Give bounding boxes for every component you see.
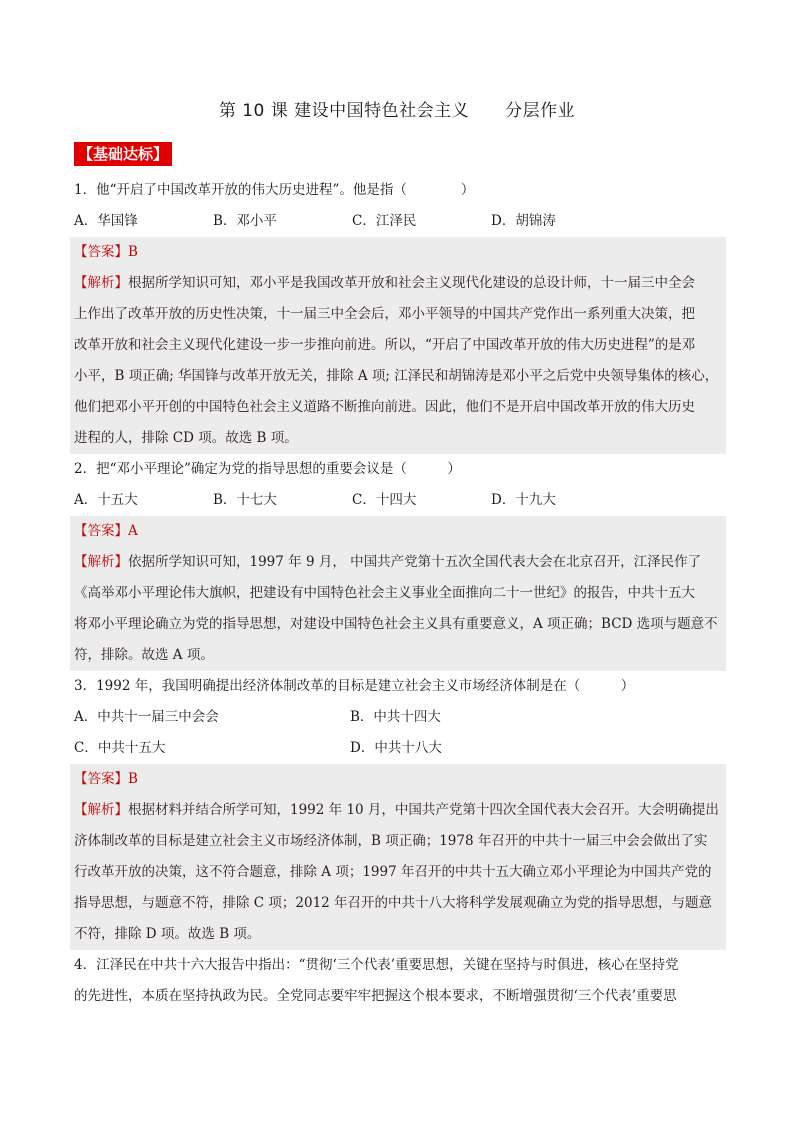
q2-option-c: C．十四大 xyxy=(352,492,417,508)
answer-tag: 【答案】 xyxy=(74,244,128,260)
q2-explain-3: 将邓小平理论确立为党的指导思想，对建设中国特色社会主义具有重要意义，A 项正确；BCD 选项与题意不 xyxy=(74,616,718,632)
explain-tag: 【解析】 xyxy=(74,554,128,570)
q2-options xyxy=(74,485,722,516)
q4-stem-1: 4．江泽民在中共十六大报告中指出：“贯彻‘三个代表’重要思想，关键在坚持与时俱进，核心在坚持党 xyxy=(74,957,679,973)
q3-answer xyxy=(74,764,722,795)
q2-option-a: A．十五大 xyxy=(74,492,138,508)
q3-explain-2: 济体制改革的目标是建立社会主义市场经济体制，B 项正确；1978 年召开的中共十一届三中会会做出了实 xyxy=(74,833,708,849)
q1-explain-4: 小平，B 项正确; 华国锋与改革开放无关，排除 A 项; 江泽民和胡锦涛是邓小平之后党中央领导集体的核心， xyxy=(74,368,719,384)
q2-option-b: B．十七大 xyxy=(213,492,277,508)
q3-option-d: D．中共十八大 xyxy=(350,740,442,756)
q2-explain-2: 《高举邓小平理论伟大旗帜，把建设有中国特色社会主义事业全面推向二十一世纪》的报告，中共十五大 xyxy=(74,585,695,601)
q1-options xyxy=(74,206,722,237)
q3-option-b: B．中共十四大 xyxy=(350,709,441,725)
answer-value: B xyxy=(128,771,138,787)
q1-option-b: B．邓小平 xyxy=(213,213,277,229)
q2-explain-1: 【解析】依据所学知识可知，1997 年 9 月， 中国共产党第十五次全国代表大会在北京召开，江泽民作了 xyxy=(74,554,702,570)
q1-explain-2: 上作出了改革开放的历史性决策，十一届三中全会后，邓小平领导的中国共产党作出一系列重大决策，把 xyxy=(74,306,695,322)
q3-option-c: C．中共十五大 xyxy=(74,740,166,756)
q3-explain-4: 指导思想，与题意不符，排除 C 项；2012 年召开的中共十八大将科学发展观确立为党的指导思想，与题意 xyxy=(74,895,713,911)
q2-answer-box xyxy=(70,516,726,671)
q3-stem: 3．1992 年，我国明确提出经济体制改革的目标是建立社会主义市场经济体制是在（ ） xyxy=(74,678,635,694)
q1-explain-3: 改革开放和社会主义现代化建设一步一步推向前进。所以，“开启了中国改革开放的伟大历史进程”的是邓 xyxy=(74,337,696,353)
q1-option-a: A．华国锋 xyxy=(74,213,138,229)
q1-stem: 1．他“开启了中国改革开放的伟大历史进程”。他是指（ ） xyxy=(74,182,475,198)
questions xyxy=(74,175,722,1012)
explain-tag: 【解析】 xyxy=(74,275,128,291)
q1-explain-6: 进程的人，排除 CD 项。故选 B 项。 xyxy=(74,430,298,446)
answer-value: A xyxy=(128,523,138,539)
q1-explain-5: 他们把邓小平开创的中国特色社会主义道路不断推向前进。因此，他们不是开启中国改革开放的伟大历史 xyxy=(74,399,695,415)
q3-answer-box xyxy=(70,764,726,950)
q1-answer-box xyxy=(70,237,726,454)
q1-answer xyxy=(74,237,722,268)
title-sub: 分层作业 xyxy=(505,101,576,121)
q3-explain-5: 不符，排除 D 项。故选 B 项。 xyxy=(74,926,261,942)
q1-explain-1: 【解析】根据所学知识可知，邓小平是我国改革开放和社会主义现代化建设的总设计师，十一届三中全会 xyxy=(74,275,695,291)
q3-options-row-2 xyxy=(74,733,722,764)
title-main: 第 10 课 建设中国特色社会主义 xyxy=(218,101,470,121)
q2-stem: 2．把“邓小平理论”确定为党的指导思想的重要会议是（ ） xyxy=(74,461,461,477)
explain-tag: 【解析】 xyxy=(74,802,128,818)
q3-explain-1: 【解析】根据材料并结合所学可知，1992 年 10 月，中国共产党第十四次全国代表大会召开。大会明确提出 xyxy=(74,802,719,818)
q3-option-a: A．中共十一届三中会会 xyxy=(74,709,219,725)
q3-explain-3: 行改革开放的决策，这不符合题意，排除 A 项；1997 年召开的中共十五大确立邓小平理论为中国共产党的 xyxy=(74,864,712,880)
q4-stem-2: 的先进性，本质在坚持执政为民。全党同志要牢牢把握这个根本要求，不断增强贯彻‘三个代表’重要思 xyxy=(74,988,677,1004)
page-title xyxy=(0,96,794,121)
section-header: 【基础达标】 xyxy=(74,142,172,166)
q1-option-c: C．江泽民 xyxy=(352,213,417,229)
q2-option-d: D．十九大 xyxy=(491,492,556,508)
answer-tag: 【答案】 xyxy=(74,523,128,539)
q2-explain-4: 符，排除。故选 A 项。 xyxy=(74,647,214,663)
answer-tag: 【答案】 xyxy=(74,771,128,787)
q1-option-d: D．胡锦涛 xyxy=(491,213,556,229)
q2-answer xyxy=(74,516,722,547)
q3-options-row-1 xyxy=(74,702,722,733)
answer-value: B xyxy=(128,244,138,260)
